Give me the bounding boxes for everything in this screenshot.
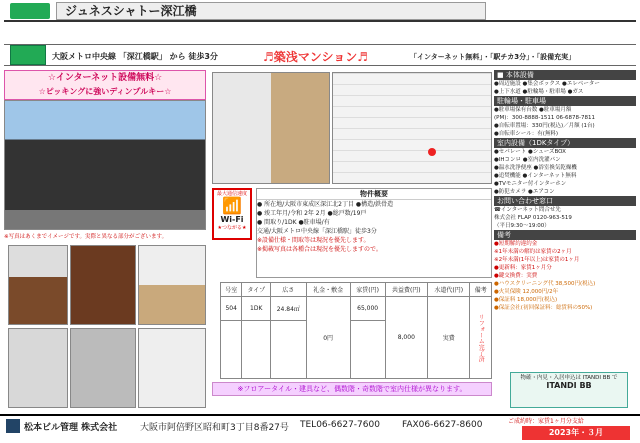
- itandi-note: 物確・内見・入居申込は ITANDI BB で: [520, 375, 618, 381]
- table-header: 備考: [470, 283, 492, 297]
- outline-line: ● 竣工年月/令和 2年 2月 ●総戸数/19戸: [257, 210, 367, 217]
- parking-title: 駐輪場・駐車場: [494, 96, 636, 106]
- company-name: 松本ビル管理 株式会社: [24, 423, 118, 433]
- wifi-badge: [212, 188, 252, 240]
- env-line: ●上下水道 ●駐輪場・駐車場 ●ガス: [494, 89, 584, 95]
- interior-photo: [212, 72, 330, 184]
- table-header: 広さ: [271, 283, 307, 297]
- rent-table: [220, 282, 492, 379]
- feature-tags: 「インターネット無料」・「駅チカ3分」・「設備充実」: [410, 53, 576, 61]
- company-fax: FAX06-6627-8600: [402, 420, 483, 430]
- building-photo: [4, 100, 206, 230]
- fee-line: ●火災保険 12,000円/2年: [494, 289, 559, 295]
- wifi-sub: ★つながる★: [217, 225, 247, 231]
- floor-notice: ※フロアータイル・建具など、偶数階・奇数階で室内仕様が異なります。: [212, 382, 492, 396]
- area-map: [332, 72, 492, 184]
- note-line: ※2年未満(1年以上)は家賃の1ヶ月: [494, 257, 580, 263]
- wifi-top: 最大通信速度: [216, 191, 247, 197]
- room-line: ●IHコンロ ●室内洗濯パン: [494, 157, 561, 163]
- kitchen-photo: [8, 245, 68, 325]
- note-line: ※1年未満の解約は家賃の2ヶ月: [494, 249, 572, 255]
- room-photo: [138, 245, 206, 325]
- cell-note: リフォーム完了済: [470, 297, 492, 379]
- toilet-photo: [138, 328, 206, 408]
- parking-line: (PM)：300-8888-1511 06-6878-7811: [494, 115, 596, 121]
- cell-water: 実費: [428, 297, 470, 379]
- outline-line: ※掲載写真は各種合は現況を優先しますので。: [257, 246, 382, 253]
- table-header: 家賃(円): [350, 283, 385, 297]
- note-title: 備考: [494, 230, 636, 240]
- table-row: [221, 297, 492, 321]
- cell-deposit: 0円: [306, 297, 350, 379]
- outline-box: [256, 188, 492, 278]
- room-line: ●セパレート ●シューズBOX: [494, 149, 566, 155]
- fee-line: ●ハウスクリーニング代 38,500円(税込): [494, 281, 596, 287]
- itandi-label: ITANDI BB: [546, 381, 592, 390]
- promo-line-1: ☆インターネット設備無料☆: [47, 73, 163, 83]
- outline-line: ※設備仕様・間取等は現況を優先します。: [257, 237, 370, 244]
- parking-line: ●駐車場保有台数 ●駐車場月額: [494, 107, 572, 113]
- building-logo: [10, 3, 50, 19]
- note-line: ●更新料：家賃1ヶ月分: [494, 265, 552, 271]
- parking-line: ●自転車置場：330円(税込)／月額 (1台): [494, 123, 595, 129]
- table-header: 水道代(円): [428, 283, 470, 297]
- catch-copy: ♬築浅マンション♬: [263, 50, 368, 64]
- page-title: ジュネスシャトー深江橋: [56, 2, 486, 20]
- room-line: ●TVモニター付インターホン: [494, 181, 567, 187]
- env-line: ●周辺施設 ●集会ボックス ●エレベーター: [494, 81, 600, 87]
- room-title: 室内設備（1DKタイプ）: [494, 138, 636, 148]
- parking-line: ●自転車シール：有(無料): [494, 131, 558, 137]
- note-line: ●短期解約違約金: [494, 241, 538, 247]
- cell-rent: 65,000: [350, 297, 385, 321]
- promo-line-2: ☆ピッキングに強いディンプルキー☆: [38, 87, 172, 96]
- company-tel: TEL06-6627-7600: [300, 420, 380, 430]
- fee-line: ●保証会社(初回保証料：総賃料の50%): [494, 305, 593, 311]
- company-address: 大阪市阿倍野区昭和町3丁目8番27号: [140, 423, 289, 433]
- room-line: ●追焚機能 ●インターネット無料: [494, 173, 577, 179]
- env-title: ■ 本体設備: [494, 70, 636, 80]
- red-note: ご成約時：家賃1ヶ月分支給: [508, 418, 584, 425]
- bathroom-photo: [8, 328, 68, 408]
- contact-title: お問い合わせ窓口: [494, 196, 636, 206]
- cell-room: 504: [221, 297, 242, 321]
- table-header: 共益費(円): [385, 283, 427, 297]
- fee-line: ●保証料 18,000円(税込): [494, 297, 558, 303]
- promo-banner: [4, 70, 206, 100]
- contact-line: ☎インターネット問合せ先: [494, 207, 561, 213]
- outline-line: 交通/大阪メトロ中央線「深江橋駅」徒歩3分: [257, 228, 377, 235]
- wifi-icon: 📶: [222, 196, 242, 215]
- closet-photo: [70, 245, 136, 325]
- map-pin-icon: [428, 148, 436, 156]
- outline-title: 物件概要: [257, 189, 491, 200]
- room-line: ●防犯カメラ ●エアコン: [494, 189, 555, 195]
- company-logo-icon: [6, 419, 20, 433]
- table-header: タイプ: [242, 283, 271, 297]
- table-header: 礼金・敷金: [306, 283, 350, 297]
- itandi-box[interactable]: [510, 372, 628, 408]
- contact-line: 株式会社 FLAP 0120-963-519: [494, 215, 572, 221]
- outline-line: ● 所在地/大阪市東成区深江北2丁目 ●構造/鉄骨造: [257, 201, 394, 208]
- outline-line: ● 間取り/1DK ●駐車場/有: [257, 219, 330, 226]
- intercom-photo: [70, 328, 136, 408]
- cell-area: 24.84㎡: [271, 297, 307, 321]
- contact-line: （平日9:30～19:00）: [494, 223, 550, 229]
- note-line: ●鍵交換費：実費: [494, 273, 538, 279]
- date-badge: 2023年・３月: [522, 426, 630, 440]
- table-header-row: [221, 283, 492, 297]
- wifi-label: Wi-Fi: [220, 215, 244, 224]
- room-line: ●温水洗浄便座 ●浴室換気乾燥機: [494, 165, 577, 171]
- photo-caption: ※写真はあくまでイメージです。実際と異なる部分がございます。: [4, 234, 168, 240]
- cell-common-fee: 8,000: [385, 297, 427, 379]
- sidebar: [494, 70, 636, 414]
- access-text: 大阪メトロ中央線 「深江橋駅」 から 徒歩3分: [52, 52, 218, 61]
- table-header: 号室: [221, 283, 242, 297]
- cell-type: 1DK: [242, 297, 271, 321]
